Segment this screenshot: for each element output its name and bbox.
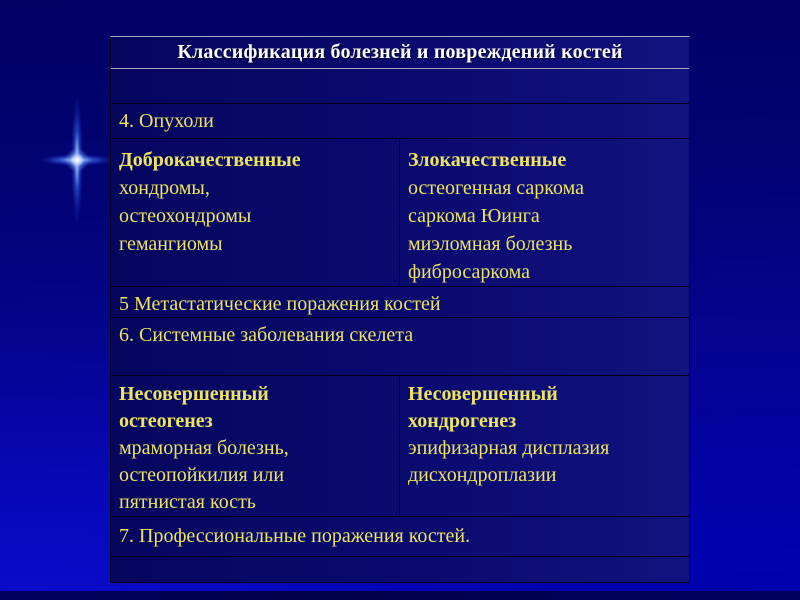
malignant-item: остеогенная саркома <box>408 177 585 199</box>
malignant-item: саркома Юинга <box>408 205 540 227</box>
lens-flare-vertical-beam <box>71 96 83 224</box>
osteogenesis-item: пятнистая кость <box>119 491 256 513</box>
slide-bottom-band <box>0 591 800 600</box>
row-osteogenesis-chondrogenesis <box>111 376 689 517</box>
empty-row-top <box>111 69 689 104</box>
osteogenesis-heading: остеогенез <box>119 410 213 432</box>
table-title-row <box>111 37 689 69</box>
lens-flare-horizontal-beam <box>0 154 114 166</box>
chondrogenesis-item: эпифизарная дисплазия <box>408 437 610 459</box>
benign-heading: Доброкачественные <box>119 149 301 171</box>
classification-table <box>110 36 690 583</box>
cell-malignant <box>400 139 689 286</box>
row-professional-label: 7. Профессиональные поражения костей. <box>119 525 471 547</box>
row-systemic <box>111 318 689 376</box>
benign-item: остеохондромы <box>119 205 252 227</box>
chondrogenesis-item: дисхондроплазии <box>408 464 557 486</box>
osteogenesis-heading: Несовершенный <box>119 383 269 405</box>
osteogenesis-item: мраморная болезнь, <box>119 437 289 459</box>
malignant-item: фибросаркома <box>408 261 531 283</box>
cell-benign <box>111 139 400 286</box>
row-metastatic <box>111 287 689 318</box>
lens-flare-core <box>65 148 89 172</box>
row-benign-malignant <box>111 139 689 287</box>
row-systemic-label: 6. Системные заболевания скелета <box>119 324 414 346</box>
row-metastatic-label: 5 Метастатические поражения костей <box>119 293 441 315</box>
benign-item: хондромы, <box>119 177 210 199</box>
row-tumors-label: 4. Опухоли <box>119 110 214 132</box>
malignant-heading: Злокачественные <box>408 149 567 171</box>
empty-row-bottom <box>111 557 689 584</box>
table-title: Классификация болезней и повреждений костей <box>177 41 623 63</box>
chondrogenesis-heading: Несовершенный <box>408 383 558 405</box>
row-tumors <box>111 104 689 139</box>
benign-item: гемангиомы <box>119 233 223 255</box>
row-professional <box>111 517 689 557</box>
osteogenesis-item: остеопойкилия или <box>119 464 285 486</box>
malignant-item: миэломная болезнь <box>408 233 573 255</box>
cell-osteogenesis <box>111 376 400 516</box>
cell-chondrogenesis <box>400 376 689 516</box>
chondrogenesis-heading: хондрогенез <box>408 410 517 432</box>
